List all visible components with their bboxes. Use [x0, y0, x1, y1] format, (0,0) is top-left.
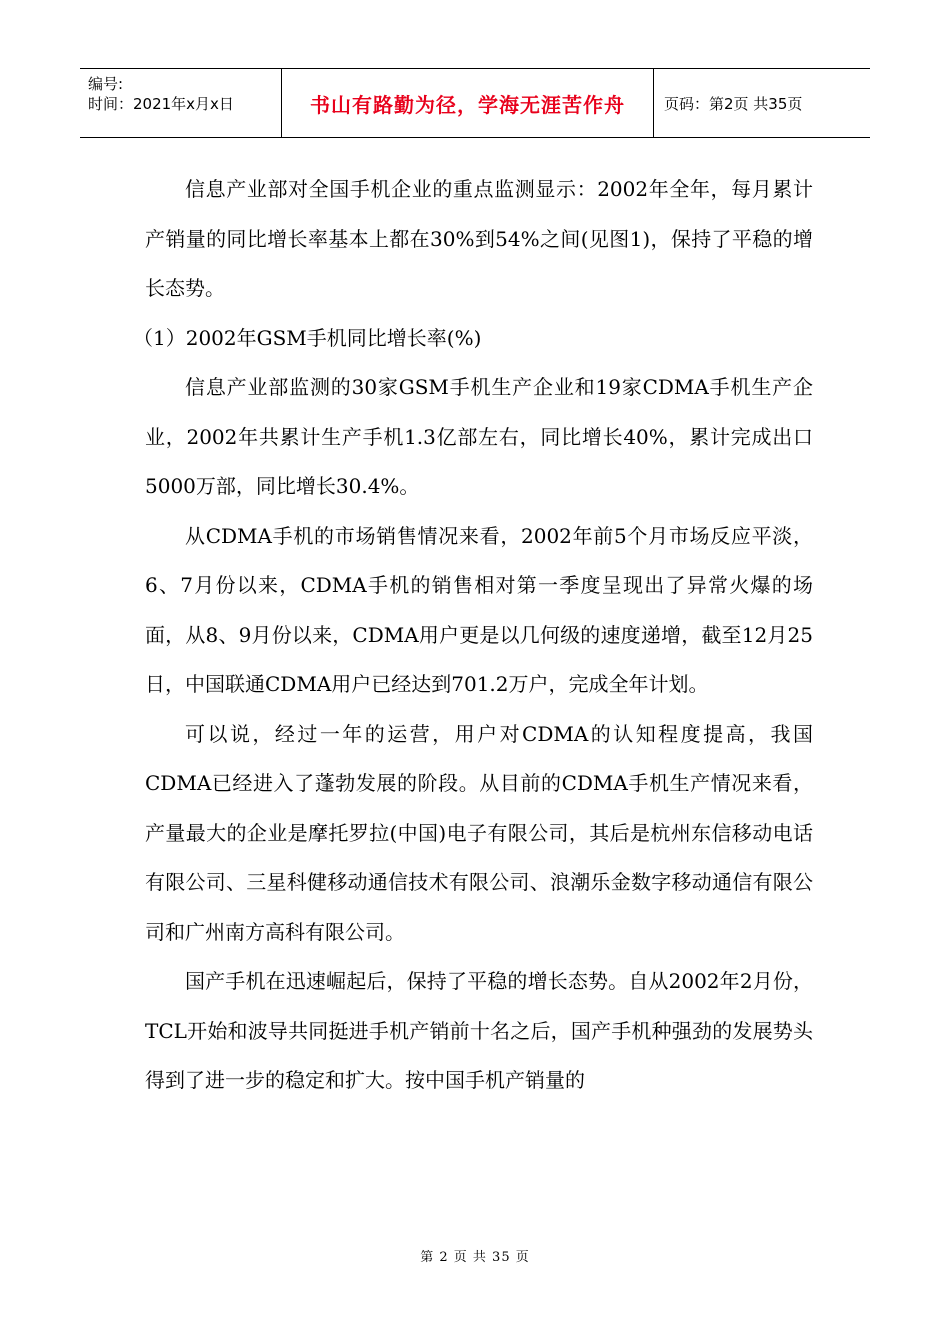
document-body: [133, 165, 813, 1106]
header-table: [80, 68, 870, 138]
page-footer: 第 2 页 共 35 页: [420, 1250, 530, 1265]
header-page-info: 页码：第2页 共35页: [664, 94, 803, 113]
paragraph: 可以说，经过一年的运营，用户对CDMA的认知程度提高，我国CDMA已经进入了蓬勃发展的阶段。从目前的CDMA手机生产情况来看，产量最大的企业是摩托罗拉(中国)电子有限公司，其后是杭州东信移动电话有限公司、三星科健移动通信技术有限公司、浪潮乐金数字移动通信有限公司和广州南方高科有限公司。: [145, 721, 813, 944]
paragraph: 信息产业部对全国手机企业的重点监测显示：2002年全年，每月累计产销量的同比增长率基本上都在30%到54%之间(见图1)，保持了平稳的增长态势。: [145, 177, 813, 300]
paragraph: 国产手机在迅速崛起后，保持了平稳的增长态势。自从2002年2月份，TCL开始和波导共同挺进手机产销前十名之后，国产手机种强劲的发展势头得到了进一步的稳定和扩大。按中国手机产销量的: [145, 969, 813, 1092]
header-meta-cell: [80, 69, 282, 137]
header-motto: 书山有路勤为径，学海无涯苦作舟: [310, 92, 625, 117]
paragraph: 从CDMA手机的市场销售情况来看，2002年前5个月市场反应平淡，6、7月份以来，CDMA手机的销售相对第一季度呈现出了异常火爆的场面，从8、9月份以来，CDMA用户更是以几何级的速度递增，截至12月25日，中国联通CDMA用户已经达到701.2万户，完成全年计划。: [145, 523, 813, 696]
header-motto-cell: [282, 69, 654, 137]
document-time-label: 时间：2021年x月x日: [88, 95, 234, 113]
header-page-cell: [654, 69, 870, 137]
figure-caption: （1）2002年GSM手机同比增长率(%): [133, 325, 482, 350]
document-number-label: 编号:: [88, 75, 124, 93]
paragraph: 信息产业部监测的30家GSM手机生产企业和19家CDMA手机生产企业，2002年共累计生产手机1.3亿部左右，同比增长40%，累计完成出口5000万部，同比增长30.4%。: [145, 375, 813, 498]
